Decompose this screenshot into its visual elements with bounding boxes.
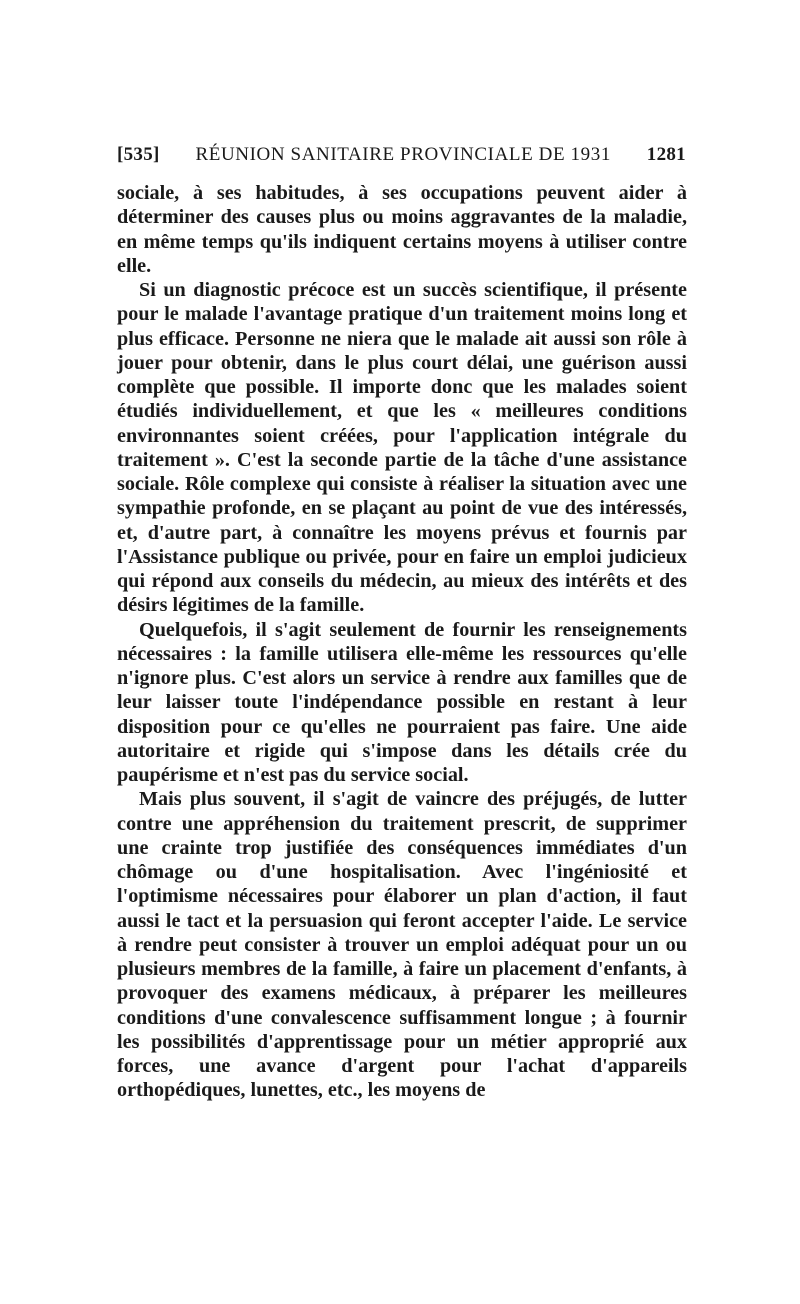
paragraph-2: Si un diagnostic précoce est un succès scientifique, il présente pour le malade l'avantage pratique d'un traitement moins long et plus efficace. Personne ne niera que le malade ait aussi son rôle à jouer pour obtenir, dans le plus court délai, une guérison aussi complète que possible. Il importe donc que les malades soient étudiés individuellement, et que les « meilleures conditions environnantes soient créées, pour l'application intégrale du traitement ». C'est la seconde partie de la tâche d'une assistance sociale. Rôle complexe qui consiste à réaliser la situation avec une sympathie profonde, en se plaçant au point de vue des intéressés, et, d'autre part, à connaître les moyens prévus et fournis par l'Assistance publique ou privée, pour en faire un emploi judicieux qui répond aux conseils du médecin, au mieux des intérêts et des désirs légitimes de la famille. [117, 279, 687, 617]
body-text [117, 181, 687, 1103]
page-number: 1281 [646, 144, 686, 165]
paragraph-1: sociale, à ses habitudes, à ses occupations peuvent aider à déterminer des causes plus ou moins aggravantes de la maladie, en même temps qu'ils indiquent certains moyens à utiliser contre elle. [117, 182, 687, 277]
paragraph-4: Mais plus souvent, il s'agit de vaincre des préjugés, de lutter contre une appréhension du traitement prescrit, de supprimer une crainte trop justifiée des conséquences immédiates d'un chômage ou d'une hospitalisation. Avec l'ingéniosité et l'optimisme nécessaires pour élaborer un plan d'action, il faut aussi le tact et la persuasion qui feront accepter l'aide. Le service à rendre peut consister à trouver un emploi adéquat pour un ou plusieurs membres de la famille, à faire un placement d'enfants, à provoquer des examens médicaux, à préparer les meilleures conditions d'une convalescence suffisamment longue ; à fournir les possibilités d'apprentissage pour un métier approprié aux forces, une avance d'argent pour l'achat d'appareils orthopédiques, lunettes, etc., les moyens de [117, 788, 687, 1102]
running-title: RÉUNION SANITAIRE PROVINCIALE DE 1931 [195, 144, 611, 165]
page-reference: [535] [117, 144, 160, 165]
running-head [117, 144, 686, 172]
paragraph-3: Quelquefois, il s'agit seulement de fournir les renseignements nécessaires : la famille utilisera elle-même les ressources qu'elle n'ignore plus. C'est alors un service à rendre aux familles que de leur laisser toute l'indépendance possible en restant à leur disposition pour ce qu'elles ne pourraient pas faire. Une aide autoritaire et rigide qui s'impose dans les détails crée du paupérisme et n'est pas du service social. [117, 618, 687, 786]
